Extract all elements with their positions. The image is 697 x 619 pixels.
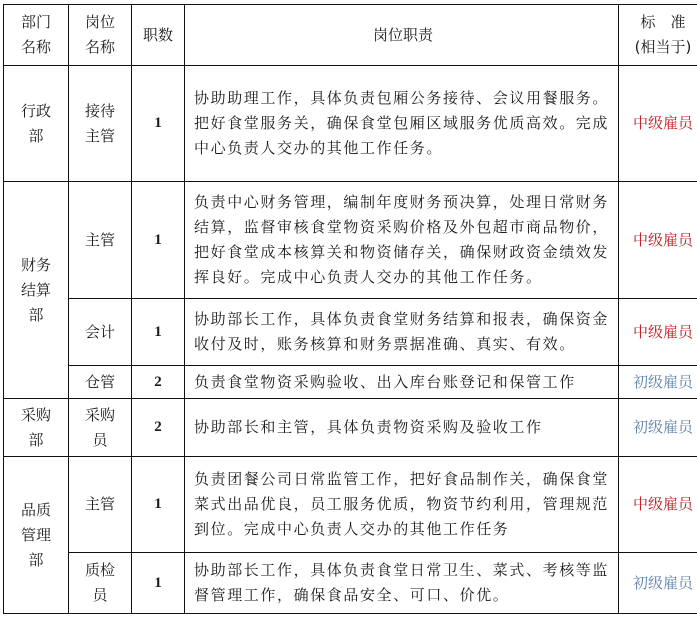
standard-cell: 初级雇员: [619, 366, 697, 399]
position-text: 接待: [84, 101, 115, 120]
count-cell: 1: [132, 457, 185, 553]
duties-cell: 负责中心财务管理，编制年度财务预决算，处理日常财务结算，监督审核食堂物资采购价格及外包超市商品物价，把好食堂成本核算关和物资储存关，确保财政资金绩效发挥良好。完成中心负责人交办的其他工作任务。: [185, 182, 619, 299]
position-cell: 会计: [69, 299, 132, 366]
header-text: 名称: [84, 38, 115, 56]
standard-cell: 中级雇员: [619, 457, 697, 553]
count-cell: 1: [132, 182, 185, 299]
dept-cell: [4, 457, 69, 614]
count-cell: 1: [132, 66, 185, 182]
position-cell: 主管: [69, 182, 132, 299]
standard-cell: 初级雇员: [619, 399, 697, 457]
header-text: 标 准: [640, 13, 686, 31]
dept-cell: [4, 399, 69, 457]
duties-cell: 协助部长工作，具体负责食堂财务结算和报表，确保资金收付及时，账务核算和财务票据准确、真实、有效。: [185, 299, 619, 366]
count-cell: 1: [132, 553, 185, 614]
header-text: (相当于): [634, 38, 692, 56]
header-row: [4, 5, 697, 66]
count-cell: 2: [132, 366, 185, 399]
dept-cell: [4, 182, 69, 399]
dept-text: 行政: [20, 101, 51, 120]
position-cell: 仓管: [69, 366, 132, 399]
position-text: 主管: [84, 126, 115, 145]
header-position: [69, 5, 132, 66]
job-description-table: [3, 4, 697, 614]
dept-text: 结算: [20, 280, 51, 299]
dept-text: 部: [28, 126, 44, 145]
standard-cell: 中级雇员: [619, 299, 697, 366]
header-text: 部门: [20, 13, 51, 31]
standard-cell: 中级雇员: [619, 66, 697, 182]
count-cell: 1: [132, 299, 185, 366]
dept-text: 采购: [20, 405, 51, 424]
header-text: 岗位: [84, 13, 115, 31]
header-duties: 岗位职责: [185, 5, 619, 66]
position-cell: [69, 553, 132, 614]
table-row: [4, 553, 697, 614]
dept-text: 财务: [20, 255, 51, 274]
standard-cell: 初级雇员: [619, 553, 697, 614]
dept-text: 部: [28, 305, 44, 324]
dept-cell: [4, 66, 69, 182]
table-row: [4, 366, 697, 399]
table-row: [4, 66, 697, 182]
duties-cell: 协助部长工作，具体负责食堂日常卫生、菜式、考核等监督管理工作，确保食品安全、可口、价优。: [185, 553, 619, 614]
dept-text: 管理: [20, 525, 51, 544]
table-row: [4, 182, 697, 299]
position-cell: [69, 66, 132, 182]
table-row: [4, 457, 697, 553]
dept-text: 部: [28, 430, 44, 449]
duties-cell: 负责食堂物资采购验收、出入库台账登记和保管工作: [185, 366, 619, 399]
position-cell: [69, 399, 132, 457]
table-row: [4, 399, 697, 457]
header-standard: [619, 5, 697, 66]
dept-text: 部: [28, 550, 44, 569]
duties-cell: 协助部长和主管，具体负责物资采购及验收工作: [185, 399, 619, 457]
duties-cell: 负责团餐公司日常监管工作，把好食品制作关，确保食堂菜式出品优良，员工服务优质，物资节约利用，管理规范到位。完成中心负责人交办的其他工作任务: [185, 457, 619, 553]
position-text: 员: [92, 586, 108, 604]
header-count: 职数: [132, 5, 185, 66]
count-cell: 2: [132, 399, 185, 457]
header-dept: [4, 5, 69, 66]
position-text: 质检: [84, 561, 115, 579]
header-text: 名称: [20, 38, 51, 56]
position-cell: 主管: [69, 457, 132, 553]
position-text: 采购: [84, 405, 115, 424]
position-text: 员: [92, 430, 108, 449]
table-row: [4, 299, 697, 366]
duties-cell: 协助助理工作，具体负责包厢公务接待、会议用餐服务。把好食堂服务关，确保食堂包厢区域服务优质高效。完成中心负责人交办的其他工作任务。: [185, 66, 619, 182]
dept-text: 品质: [20, 500, 51, 519]
standard-cell: 中级雇员: [619, 182, 697, 299]
